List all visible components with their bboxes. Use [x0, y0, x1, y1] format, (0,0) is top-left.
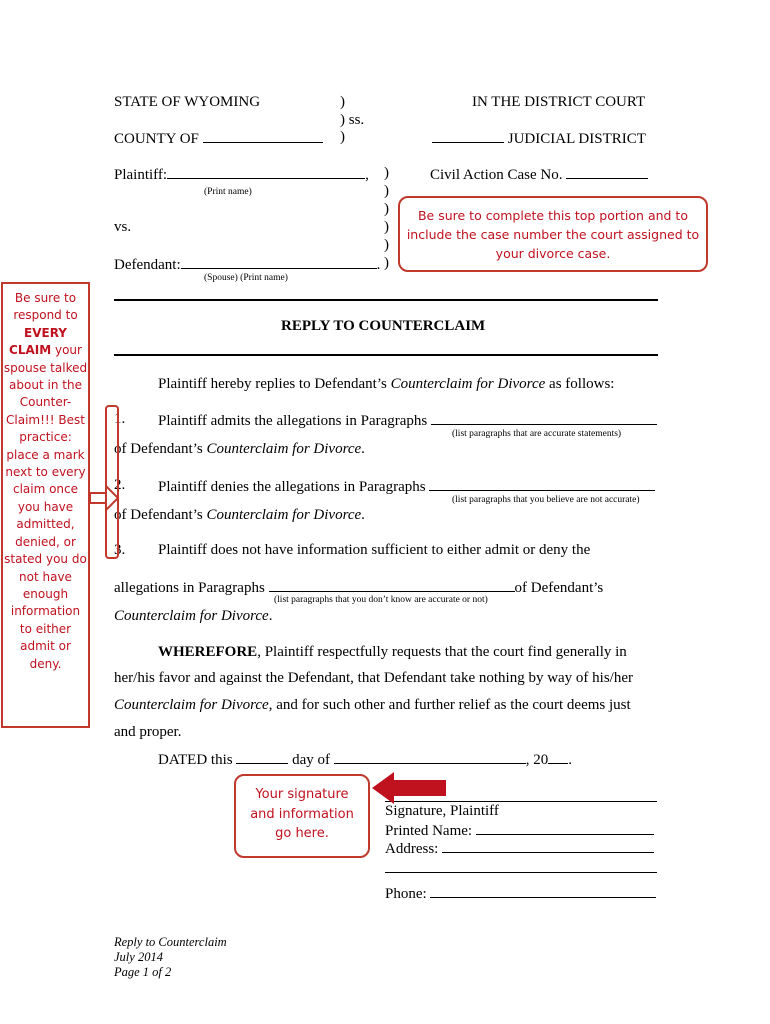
item3-line2-b: of Defendant’s	[514, 580, 604, 596]
item3-line2-a: allegations in Paragraphs	[114, 580, 265, 596]
item1-cont-a: of Defendant’s	[114, 441, 207, 457]
side-callout-line: admit or	[20, 639, 71, 654]
dated-b: day of	[292, 752, 330, 768]
ss-label: ) ss.	[340, 112, 365, 128]
defendant-line	[114, 255, 380, 274]
footer-title: Reply to Counterclaim	[114, 935, 227, 949]
address-label: Address:	[385, 841, 439, 857]
item2-text	[158, 477, 655, 496]
page-title: REPLY TO COUNTERCLAIM	[281, 318, 486, 334]
paren: )	[340, 94, 345, 110]
signature-label: Signature, Plaintiff	[385, 803, 499, 819]
defendant-suffix: .	[376, 257, 381, 273]
plaintiff-name-blank[interactable]	[167, 165, 365, 179]
item2-continuation	[114, 507, 365, 524]
item3-paragraphs-blank[interactable]	[269, 578, 515, 592]
top-callout-line: your divorce case.	[495, 246, 611, 261]
signature-arrow-icon	[370, 770, 450, 806]
title-top-rule	[114, 299, 658, 301]
case-number-blank[interactable]	[566, 165, 648, 179]
item2-hint: (list paragraphs that you believe are not accurate)	[452, 495, 640, 505]
case-no	[430, 165, 648, 184]
item3-hint: (list paragraphs that you don’t know are accurate or not)	[274, 595, 488, 605]
side-callout-line: information	[10, 604, 81, 619]
judicial-district	[432, 129, 646, 148]
intro-c: as follows:	[545, 376, 615, 392]
side-callout-line: in the	[47, 378, 82, 393]
item1-number: 1.	[114, 411, 126, 427]
side-callout-line: Best	[58, 412, 85, 427]
side-callout-line: to every	[35, 465, 86, 480]
side-callout-line: enough	[22, 586, 69, 601]
dated-c: , 20	[525, 752, 549, 768]
bracket-arrow-icon	[90, 486, 118, 510]
side-callout-line: place a	[6, 447, 50, 462]
item1-cont-c: .	[361, 441, 365, 457]
item1-label: Plaintiff admits the allegations in Paragraphs	[158, 413, 428, 429]
sig-callout-line: Your signature	[255, 787, 349, 802]
printed-name-line	[385, 821, 654, 840]
side-callout-line: EVERY	[24, 325, 67, 340]
top-callout-line: Be sure to complete this top portion and to	[417, 208, 688, 223]
item1-continuation	[114, 441, 365, 458]
side-callout-line: claim once	[12, 482, 79, 497]
intro-a: Plaintiff hereby replies to Defendant’s	[158, 376, 391, 392]
item2-paragraphs-blank[interactable]	[429, 477, 655, 491]
paren: )	[384, 237, 389, 253]
side-callout-line: Claim!!!	[6, 412, 55, 427]
plaintiff-line	[114, 165, 369, 184]
item3-number: 3.	[114, 542, 126, 558]
county-blank[interactable]	[203, 129, 323, 143]
vs-label: vs.	[114, 219, 132, 235]
item2-label: Plaintiff denies the allegations in Paragraphs	[158, 479, 426, 495]
intro-text	[158, 376, 614, 393]
address-blank[interactable]	[442, 839, 654, 853]
judicial-text: JUDICIAL DISTRICT	[507, 131, 646, 147]
claims-bracket-icon	[90, 400, 150, 570]
item1-paragraphs-blank[interactable]	[431, 411, 657, 425]
sig-callout-line: and information	[250, 806, 354, 822]
case-no-label: Civil Action Case No.	[430, 167, 563, 183]
year-blank[interactable]	[548, 750, 568, 764]
item1-cont-b: Counterclaim for Divorce	[206, 441, 362, 457]
printed-name-blank[interactable]	[476, 821, 654, 835]
defendant-name-blank[interactable]	[181, 255, 377, 269]
item3-line3-end: .	[268, 608, 273, 624]
side-callout-line: spouse	[3, 360, 47, 375]
county-text: COUNTY OF	[114, 131, 199, 147]
top-callout-line: include the case number the court assigned to	[406, 227, 700, 242]
side-callout-line: practice:	[19, 430, 72, 445]
top-callout	[398, 196, 708, 272]
side-callout-line: CLAIM your	[9, 343, 82, 358]
side-callout-line: Be sure to	[14, 291, 77, 305]
address-line-2[interactable]	[385, 872, 657, 873]
district-blank[interactable]	[432, 129, 504, 143]
side-callout-line: denied, or	[15, 534, 76, 549]
sig-callout-line: go here.	[275, 826, 329, 841]
paren: )	[384, 183, 389, 199]
side-callout-line: you have	[17, 499, 74, 514]
side-callout-line: do not have	[19, 552, 87, 584]
intro-b: Counterclaim for Divorce	[390, 376, 546, 392]
side-callout	[1, 282, 90, 728]
paren: )	[384, 165, 389, 181]
signature-callout	[234, 774, 370, 858]
side-callout-line: mark next	[5, 447, 85, 480]
court-label: IN THE DISTRICT COURT	[472, 94, 646, 110]
footer-page: Page 1 of 2	[114, 965, 172, 979]
wherefore-bold: WHEREFORE	[158, 644, 258, 660]
side-callout-line: talked about	[9, 360, 88, 393]
address-line	[385, 839, 654, 858]
county-label	[114, 129, 323, 148]
item1-hint: (list paragraphs that are accurate statements)	[452, 429, 622, 439]
dated-line	[158, 750, 572, 769]
wherefore-line1	[158, 644, 627, 661]
item3-line3-text: Counterclaim for Divorce	[114, 608, 269, 624]
wherefore-line4: and proper.	[114, 724, 182, 740]
wherefore-l3b: , and for such other and further relief as the court deems just	[268, 697, 631, 713]
footer-date: July 2014	[114, 950, 163, 964]
day-blank[interactable]	[236, 750, 288, 764]
item3-text: Plaintiff does not have information sufficient to either admit or deny the	[158, 542, 591, 558]
defendant-label: Defendant:	[114, 257, 181, 273]
wherefore-l1: , Plaintiff respectfully requests that the court find generally in	[257, 644, 627, 660]
paren: )	[340, 129, 345, 145]
item2-number: 2.	[114, 477, 126, 493]
state-label: STATE OF WYOMING	[114, 94, 261, 110]
side-callout-line: deny.	[29, 656, 62, 671]
side-callout-line: stated you	[4, 552, 69, 567]
item2-cont-a: of Defendant’s	[114, 507, 207, 523]
dated-a: DATED this	[158, 752, 233, 768]
paren: )	[384, 255, 389, 271]
spouse-print-hint: (Spouse) (Print name)	[204, 273, 288, 283]
print-name-hint: (Print name)	[204, 187, 252, 197]
plaintiff-suffix: ,	[365, 167, 369, 183]
phone-label: Phone:	[385, 886, 427, 902]
side-callout-line: admitted,	[16, 517, 75, 532]
month-blank[interactable]	[334, 750, 526, 764]
printed-name-label: Printed Name:	[385, 823, 473, 839]
paren: )	[384, 201, 389, 217]
item1-text	[158, 411, 657, 430]
wherefore-l3a: Counterclaim for Divorce	[114, 697, 269, 713]
side-callout-line: to either	[19, 621, 72, 636]
wherefore-line3	[114, 697, 631, 714]
item2-cont-b: Counterclaim for Divorce	[206, 507, 362, 523]
phone-blank[interactable]	[430, 884, 656, 898]
dated-d: .	[568, 752, 572, 768]
plaintiff-label: Plaintiff:	[114, 167, 168, 183]
phone-line	[385, 884, 656, 903]
side-callout-line: Counter-	[19, 395, 72, 410]
wherefore-line2: her/his favor and against the Defendant, that Defendant take nothing by way of his/her	[114, 670, 634, 686]
paren: )	[384, 219, 389, 235]
title-bottom-rule	[114, 354, 658, 356]
item2-cont-c: .	[361, 507, 365, 523]
side-callout-line: respond to	[13, 308, 78, 323]
item3-line3	[114, 608, 272, 625]
